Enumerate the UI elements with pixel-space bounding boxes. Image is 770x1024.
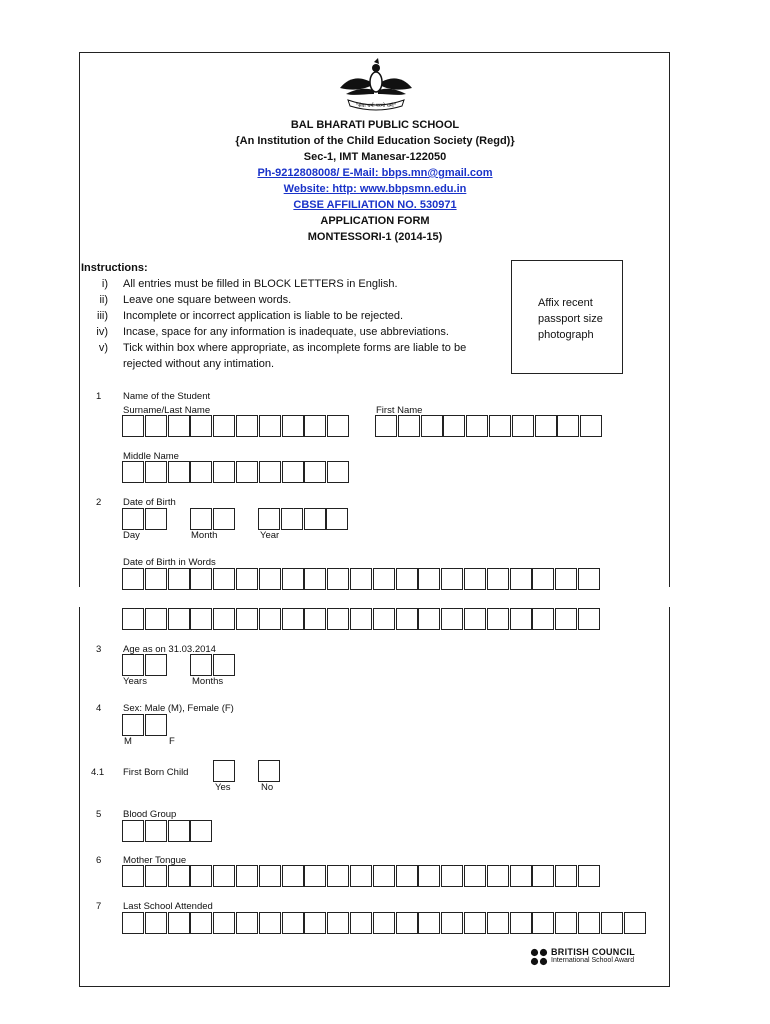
character-box[interactable] <box>396 912 418 934</box>
character-box[interactable] <box>122 714 144 736</box>
instruction-num: iv) <box>96 326 108 338</box>
character-box[interactable] <box>190 865 212 887</box>
character-box[interactable] <box>327 568 349 590</box>
character-box[interactable] <box>421 415 443 437</box>
character-box[interactable] <box>512 415 534 437</box>
character-box[interactable] <box>578 865 600 887</box>
council-line2: International School Award <box>551 957 635 964</box>
character-box[interactable] <box>624 912 646 934</box>
character-box[interactable] <box>122 865 144 887</box>
dob-year-boxes[interactable] <box>258 508 349 530</box>
field-number: 4.1 <box>91 767 105 778</box>
character-box[interactable] <box>213 568 235 590</box>
character-box[interactable] <box>418 608 440 630</box>
instruction-text: Incase, space for any information is inadequate, use abbreviations. <box>123 326 449 338</box>
instruction-text: Incomplete or incorrect application is liable to be rejected. <box>123 310 404 322</box>
form-title: APPLICATION FORM <box>320 215 430 227</box>
class-title: MONTESSORI-1 (2014-15) <box>307 231 443 243</box>
character-box[interactable] <box>168 912 190 934</box>
character-box[interactable] <box>168 461 190 483</box>
field-label: Date of Birth <box>123 497 176 508</box>
field-label: Sex: Male (M), Female (F) <box>123 703 234 714</box>
character-box[interactable] <box>213 654 235 676</box>
character-box[interactable] <box>532 912 554 934</box>
character-box[interactable] <box>418 912 440 934</box>
character-box[interactable] <box>145 415 167 437</box>
character-box[interactable] <box>259 568 281 590</box>
surname-boxes[interactable] <box>122 415 350 437</box>
character-box[interactable] <box>259 415 281 437</box>
field-label: Blood Group <box>123 809 177 820</box>
character-box[interactable] <box>396 865 418 887</box>
age-months-boxes[interactable] <box>190 654 236 676</box>
dob-month-boxes[interactable] <box>190 508 236 530</box>
page-break-gap <box>74 587 676 607</box>
character-box[interactable] <box>510 568 532 590</box>
character-box[interactable] <box>236 568 258 590</box>
character-box[interactable] <box>282 415 304 437</box>
character-box[interactable] <box>190 461 212 483</box>
photo-text-line: Affix recent <box>538 297 593 309</box>
middle-name-label: Middle Name <box>123 451 179 462</box>
character-box[interactable] <box>122 820 144 842</box>
character-box[interactable] <box>145 568 167 590</box>
surname-label: Surname/Last Name <box>123 405 211 416</box>
character-box[interactable] <box>190 912 212 934</box>
age-years-boxes[interactable] <box>122 654 168 676</box>
instruction-text: Leave one square between words. <box>123 294 292 306</box>
character-box[interactable] <box>122 654 144 676</box>
character-box[interactable] <box>304 415 326 437</box>
character-box[interactable] <box>510 912 532 934</box>
year-label: Year <box>260 530 280 541</box>
instruction-text: rejected without any intimation. <box>123 358 275 370</box>
field-number: 4 <box>96 703 102 714</box>
character-box[interactable] <box>282 568 304 590</box>
character-box[interactable] <box>190 568 212 590</box>
character-box[interactable] <box>418 865 440 887</box>
instruction-text: Tick within box where appropriate, as incomplete forms are liable to be <box>123 342 467 354</box>
character-box[interactable] <box>122 508 144 530</box>
character-box[interactable] <box>396 608 418 630</box>
character-box[interactable] <box>236 608 258 630</box>
character-box[interactable] <box>510 608 532 630</box>
british-council-dots-icon <box>530 948 548 966</box>
instruction-text: All entries must be filled in BLOCK LETTERS in English. <box>123 278 398 290</box>
character-box[interactable] <box>441 912 463 934</box>
character-box[interactable] <box>304 912 326 934</box>
character-box[interactable] <box>213 608 235 630</box>
address-line: Sec-1, IMT Manesar-122050 <box>303 151 447 163</box>
character-box[interactable] <box>213 760 235 782</box>
field-number: 7 <box>96 901 102 912</box>
field-label: Mother Tongue <box>123 855 187 866</box>
character-box[interactable] <box>168 568 190 590</box>
character-box[interactable] <box>398 415 420 437</box>
character-box[interactable] <box>375 415 397 437</box>
character-box[interactable] <box>190 820 212 842</box>
character-box[interactable] <box>236 461 258 483</box>
character-box[interactable] <box>373 865 395 887</box>
character-box[interactable] <box>122 568 144 590</box>
character-box[interactable] <box>489 415 511 437</box>
character-box[interactable] <box>327 912 349 934</box>
character-box[interactable] <box>145 608 167 630</box>
website-link[interactable]: Website: http: www.bbpsmn.edu.in <box>283 183 467 195</box>
character-box[interactable] <box>281 508 303 530</box>
school-logo-icon <box>334 58 418 114</box>
character-box[interactable] <box>350 568 372 590</box>
character-box[interactable] <box>464 865 486 887</box>
character-box[interactable] <box>213 912 235 934</box>
field-number: 2 <box>96 497 102 508</box>
character-box[interactable] <box>282 608 304 630</box>
field-label: Last School Attended <box>123 901 213 912</box>
character-box[interactable] <box>145 912 167 934</box>
character-box[interactable] <box>578 568 600 590</box>
character-box[interactable] <box>555 568 577 590</box>
character-box[interactable] <box>464 912 486 934</box>
character-box[interactable] <box>487 608 509 630</box>
character-box[interactable] <box>168 865 190 887</box>
first-name-label: First Name <box>376 405 423 416</box>
character-box[interactable] <box>304 461 326 483</box>
character-box[interactable] <box>168 415 190 437</box>
month-label: Month <box>191 530 218 541</box>
character-box[interactable] <box>532 608 554 630</box>
sex-boxes[interactable] <box>122 714 168 736</box>
last-school-boxes[interactable] <box>122 912 646 934</box>
instruction-num: iii) <box>97 310 108 322</box>
character-box[interactable] <box>350 865 372 887</box>
field-number: 3 <box>96 644 102 655</box>
school-name: BAL BHARATI PUBLIC SCHOOL <box>290 119 460 131</box>
character-box[interactable] <box>190 415 212 437</box>
dob-day-boxes[interactable] <box>122 508 168 530</box>
character-box[interactable] <box>236 912 258 934</box>
character-box[interactable] <box>466 415 488 437</box>
character-box[interactable] <box>441 608 463 630</box>
mother-tongue-boxes[interactable] <box>122 865 601 887</box>
character-box[interactable] <box>464 608 486 630</box>
dob-words-boxes-row2[interactable] <box>122 608 601 630</box>
photo-text-line: photograph <box>538 329 594 341</box>
field-label: First Born Child <box>123 767 189 778</box>
character-box[interactable] <box>258 508 280 530</box>
character-box[interactable] <box>259 912 281 934</box>
character-box[interactable] <box>443 415 465 437</box>
character-box[interactable] <box>259 865 281 887</box>
character-box[interactable] <box>168 608 190 630</box>
first-born-no-box[interactable] <box>258 760 281 782</box>
character-box[interactable] <box>327 461 349 483</box>
character-box[interactable] <box>555 865 577 887</box>
character-box[interactable] <box>418 568 440 590</box>
field-number: 1 <box>96 391 102 402</box>
character-box[interactable] <box>122 415 144 437</box>
character-box[interactable] <box>373 568 395 590</box>
character-box[interactable] <box>555 912 577 934</box>
affiliation-line: CBSE AFFILIATION NO. 530971 <box>293 199 457 211</box>
character-box[interactable] <box>578 608 600 630</box>
field-label: Name of the Student <box>123 391 211 402</box>
character-box[interactable] <box>441 865 463 887</box>
character-box[interactable] <box>190 508 212 530</box>
character-box[interactable] <box>327 415 349 437</box>
character-box[interactable] <box>487 568 509 590</box>
character-box[interactable] <box>145 461 167 483</box>
yes-label: Yes <box>215 782 231 793</box>
character-box[interactable] <box>145 654 167 676</box>
character-box[interactable] <box>236 415 258 437</box>
character-box[interactable] <box>350 912 372 934</box>
character-box[interactable] <box>190 654 212 676</box>
character-box[interactable] <box>373 912 395 934</box>
british-council-logo <box>530 946 670 968</box>
day-label: Day <box>123 530 140 541</box>
middle-name-boxes[interactable] <box>122 461 350 483</box>
contact-link[interactable]: Ph-9212808008/ E-Mail: bbps.mn@gmail.com <box>257 167 493 179</box>
photo-text-line: passport size <box>538 313 603 325</box>
field-number: 5 <box>96 809 102 820</box>
character-box[interactable] <box>535 415 557 437</box>
character-box[interactable] <box>601 912 623 934</box>
character-box[interactable] <box>396 568 418 590</box>
character-box[interactable] <box>213 865 235 887</box>
months-label: Months <box>192 676 224 687</box>
character-box[interactable] <box>282 912 304 934</box>
character-box[interactable] <box>122 912 144 934</box>
blood-group-boxes[interactable] <box>122 820 213 842</box>
character-box[interactable] <box>487 912 509 934</box>
character-box[interactable] <box>304 508 326 530</box>
character-box[interactable] <box>213 415 235 437</box>
character-box[interactable] <box>190 608 212 630</box>
character-box[interactable] <box>304 568 326 590</box>
character-box[interactable] <box>213 508 235 530</box>
character-box[interactable] <box>259 461 281 483</box>
dob-words-label: Date of Birth in Words <box>123 557 216 568</box>
years-label: Years <box>123 676 147 687</box>
character-box[interactable] <box>145 820 167 842</box>
logo-motto: "सेवा धर्मः परमो धर्मः" <box>355 103 397 109</box>
character-box[interactable] <box>145 508 167 530</box>
character-box[interactable] <box>122 461 144 483</box>
character-box[interactable] <box>145 865 167 887</box>
character-box[interactable] <box>258 760 280 782</box>
character-box[interactable] <box>510 865 532 887</box>
character-box[interactable] <box>327 608 349 630</box>
first-born-yes-box[interactable] <box>213 760 236 782</box>
no-label: No <box>261 782 274 793</box>
character-box[interactable] <box>532 865 554 887</box>
character-box[interactable] <box>304 608 326 630</box>
instructions-heading: Instructions: <box>81 262 148 274</box>
character-box[interactable] <box>213 461 235 483</box>
field-label: Age as on 31.03.2014 <box>123 644 216 655</box>
character-box[interactable] <box>145 714 167 736</box>
character-box[interactable] <box>532 568 554 590</box>
character-box[interactable] <box>464 568 486 590</box>
character-box[interactable] <box>580 415 602 437</box>
council-line1: BRITISH COUNCIL <box>551 947 635 957</box>
photo-box[interactable] <box>511 260 623 374</box>
field-number: 6 <box>96 855 102 866</box>
character-box[interactable] <box>326 508 348 530</box>
character-box[interactable] <box>259 608 281 630</box>
instruction-num: v) <box>98 342 108 354</box>
character-box[interactable] <box>441 568 463 590</box>
instruction-num: ii) <box>99 294 108 306</box>
character-box[interactable] <box>282 865 304 887</box>
female-label: F <box>169 736 175 747</box>
character-box[interactable] <box>327 865 349 887</box>
institution-line: {An Institution of the Child Education Society (Regd)} <box>235 135 515 147</box>
character-box[interactable] <box>350 608 372 630</box>
character-box[interactable] <box>168 820 190 842</box>
male-label: M <box>124 736 132 747</box>
dob-words-boxes-row1[interactable] <box>122 568 601 590</box>
character-box[interactable] <box>373 608 395 630</box>
first-name-boxes[interactable] <box>375 415 603 437</box>
character-box[interactable] <box>304 865 326 887</box>
character-box[interactable] <box>122 608 144 630</box>
character-box[interactable] <box>236 865 258 887</box>
character-box[interactable] <box>555 608 577 630</box>
character-box[interactable] <box>487 865 509 887</box>
instruction-num: i) <box>101 278 108 290</box>
character-box[interactable] <box>282 461 304 483</box>
character-box[interactable] <box>557 415 579 437</box>
character-box[interactable] <box>578 912 600 934</box>
